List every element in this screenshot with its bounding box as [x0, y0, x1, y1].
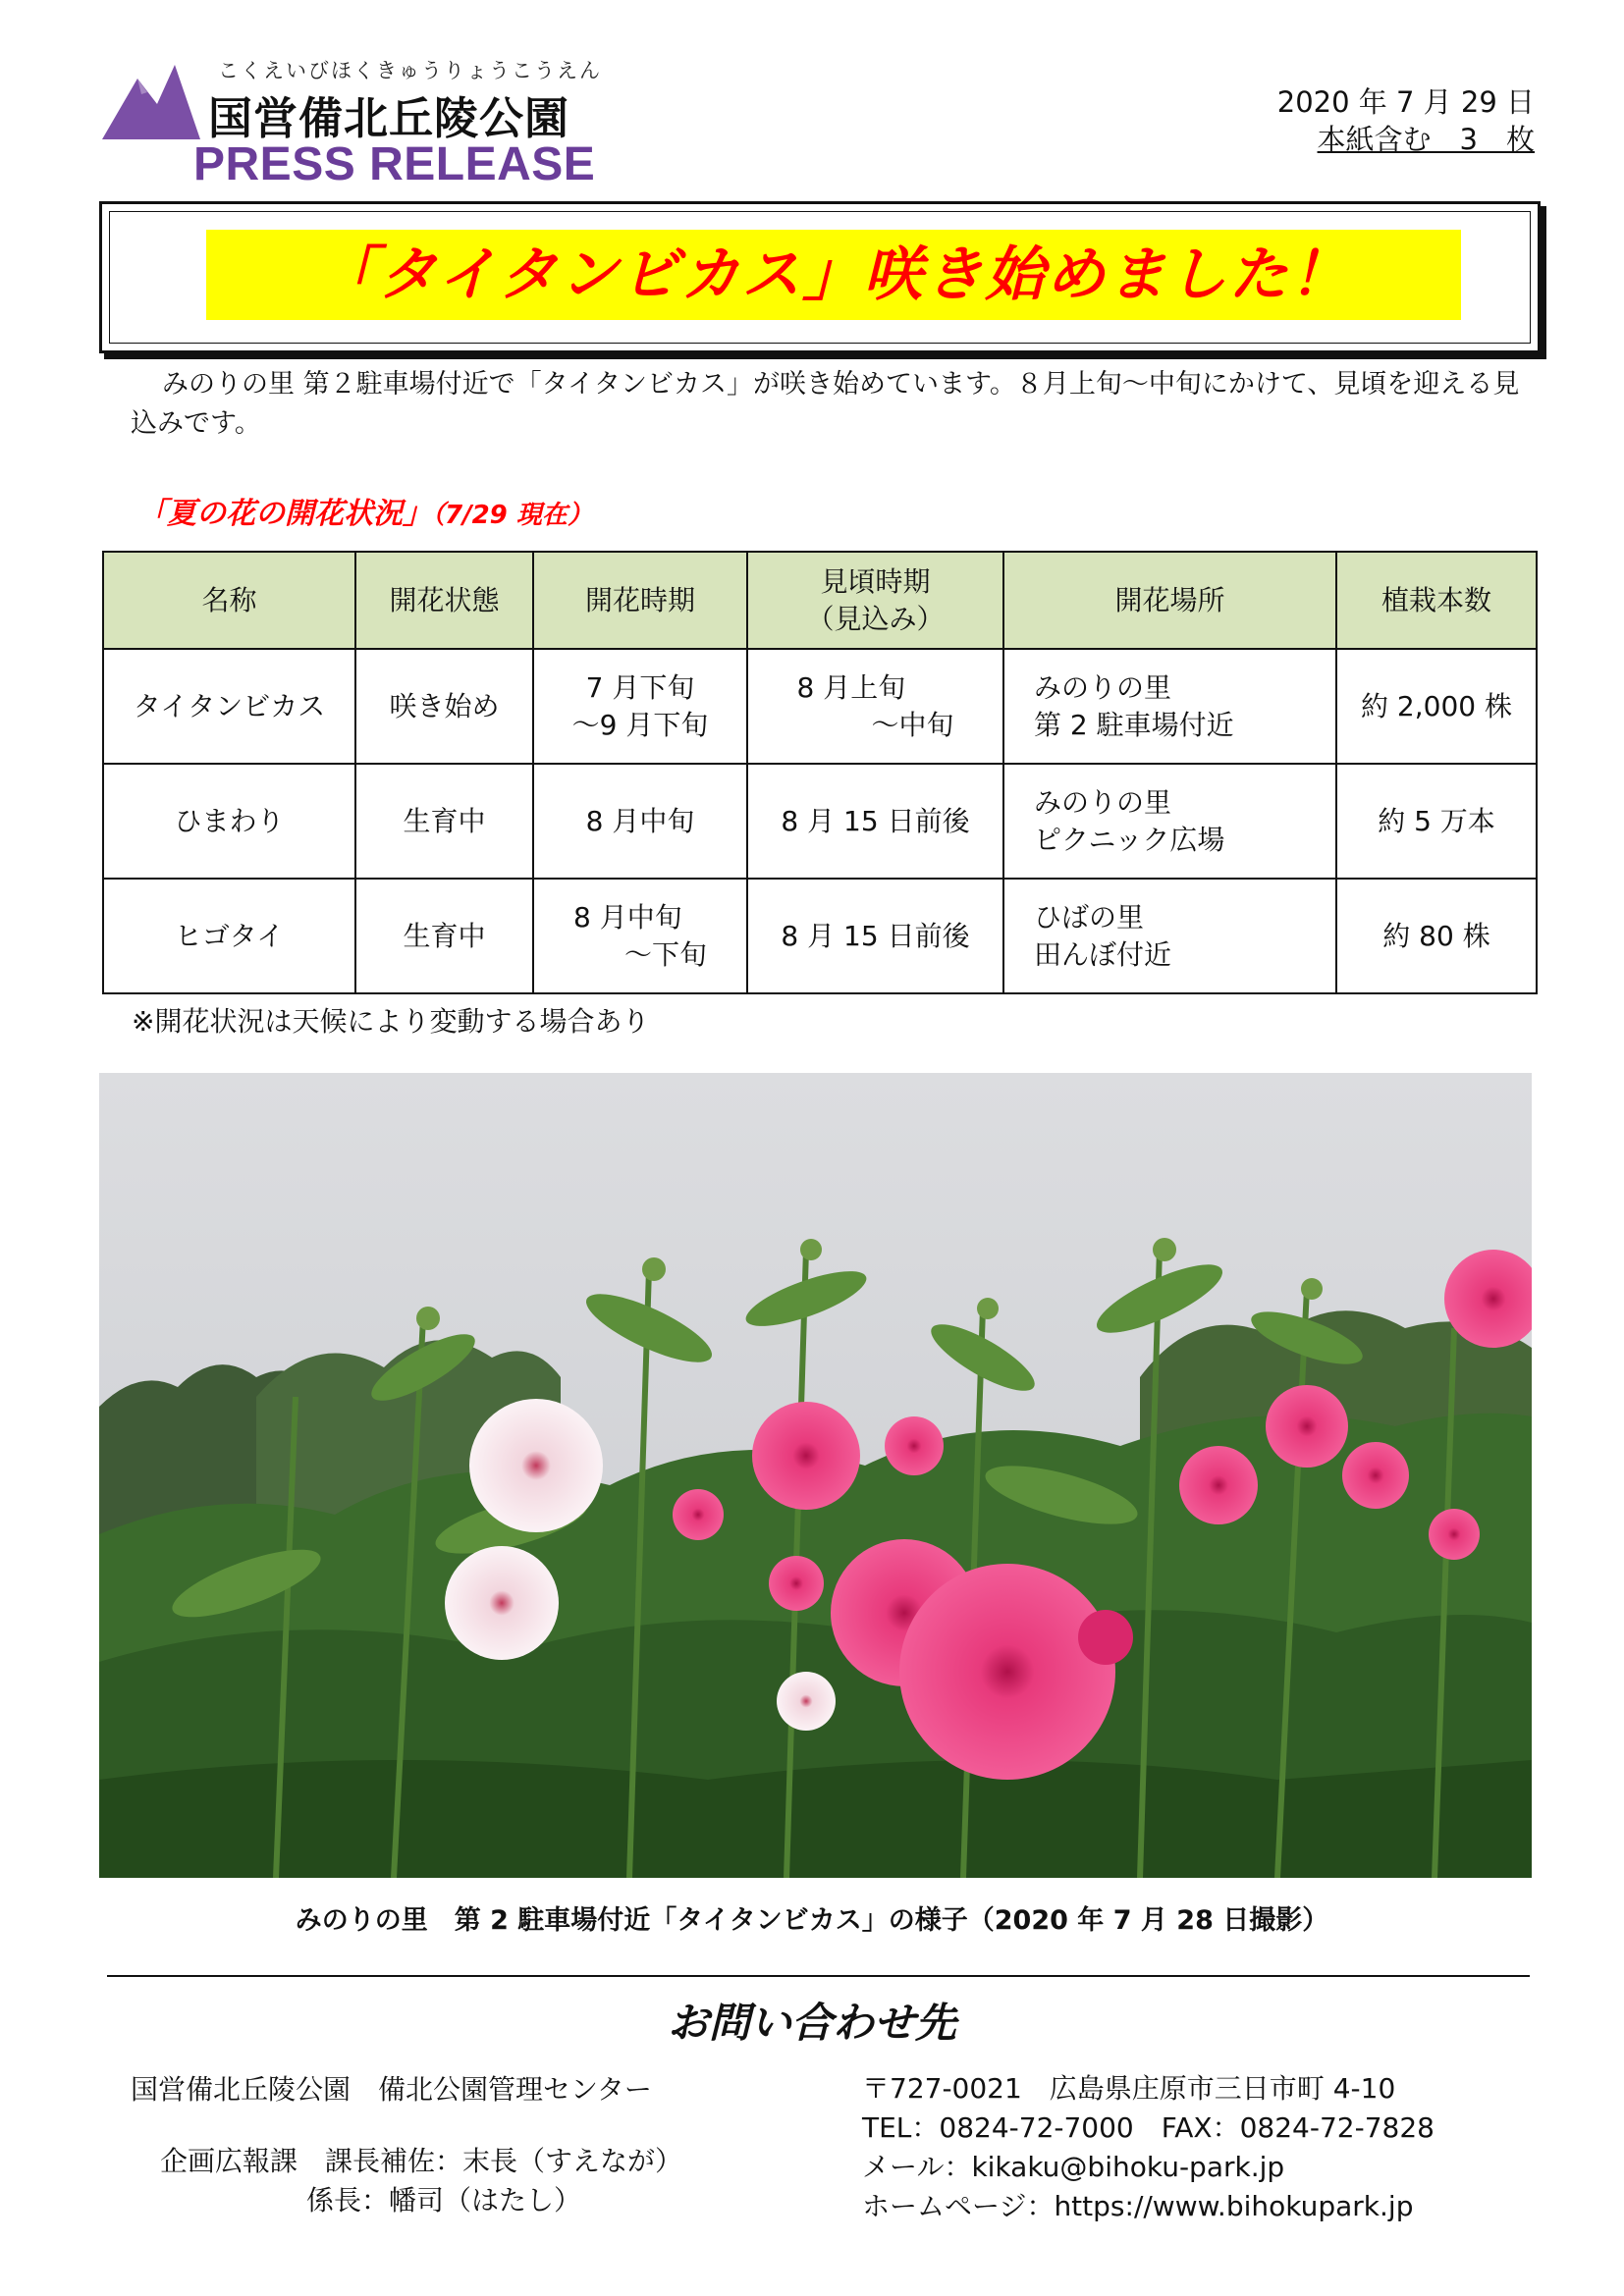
cell-period: 8 月中旬 [533, 764, 747, 879]
logo-name: 国営備北丘陵公園 [208, 92, 570, 144]
cell-period-line2: ～9 月下旬 [571, 708, 709, 741]
cell-name: ヒゴタイ [103, 879, 355, 993]
intro-paragraph [131, 365, 1525, 444]
cell-place-line1: みのりの里 [1034, 785, 1172, 819]
section-date: （7/29 現在） [432, 501, 593, 530]
table-row [103, 764, 1537, 879]
cell-place [1003, 879, 1336, 993]
page-title: 「タイタンビカス」咲き始めました！ [316, 240, 1351, 309]
cell-peak-line1: 8 月上旬 [796, 670, 906, 704]
contact-details [862, 2069, 1435, 2226]
cell-place [1003, 649, 1336, 764]
header-count: 植栽本数 [1336, 552, 1537, 649]
header-place: 開花場所 [1003, 552, 1336, 649]
cell-name: タイタンビカス [103, 649, 355, 764]
page-count: 本紙含む 3 枚 [1317, 123, 1535, 156]
header-peak-line1: 見頃時期 [820, 564, 931, 598]
cell-status: 咲き始め [355, 649, 533, 764]
cell-count: 約 5 万本 [1336, 764, 1537, 879]
header-period: 開花時期 [533, 552, 747, 649]
bloom-status-table [102, 551, 1538, 994]
cell-count: 約 2,000 株 [1336, 649, 1537, 764]
section-title: 「夏の花の開花状況」 [137, 497, 432, 531]
release-date: 2020 年 7 月 29 日 [1276, 85, 1535, 119]
press-release-label: PRESS RELEASE [193, 138, 596, 190]
cell-status: 生育中 [355, 879, 533, 993]
header-status: 開花状態 [355, 552, 533, 649]
contact-email[interactable]: メール：kikaku@bihoku-park.jp [862, 2151, 1285, 2183]
contact-person: 係長：幡司（はたし） [306, 2184, 582, 2216]
table-note: ※開花状況は天候により変動する場合あり [132, 1005, 650, 1038]
cell-period-line2: ～下旬 [623, 937, 707, 971]
divider [107, 1975, 1530, 1977]
cell-count: 約 80 株 [1336, 879, 1537, 993]
contact-address: 〒727-0021 広島県庄原市三日市町 4-10 [862, 2072, 1396, 2105]
contact-department: 企画広報課 課長補佐：末長（すえなが） [160, 2145, 683, 2177]
cell-place-line2: 第 2 駐車場付近 [1034, 708, 1234, 741]
header-peak [747, 552, 1003, 649]
hibiscus-photo [99, 1073, 1532, 1878]
cell-peak: 8 月 15 日前後 [747, 764, 1003, 879]
table-row [103, 879, 1537, 993]
cell-period [533, 649, 747, 764]
table-row [103, 649, 1537, 764]
cell-period-line1: 7 月下旬 [585, 670, 695, 704]
intro-text: みのりの里 第２駐車場付近で「タイタンビカス」が咲き始めています。８月上旬～中旬にかけて、見頃を迎える見込みです。 [131, 369, 1520, 439]
cell-name: ひまわり [103, 764, 355, 879]
cell-period [533, 879, 747, 993]
cell-peak: 8 月 15 日前後 [747, 879, 1003, 993]
cell-place-line2: ピクニック広場 [1034, 823, 1225, 856]
cell-place-line2: 田んぼ付近 [1034, 937, 1172, 971]
cell-period-line1: 8 月中旬 [572, 900, 682, 934]
cell-place-line1: みのりの里 [1034, 670, 1172, 704]
header-name: 名称 [103, 552, 355, 649]
cell-status: 生育中 [355, 764, 533, 879]
cell-place [1003, 764, 1336, 879]
contact-phone: TEL：0824-72-7000 FAX：0824-72-7828 [862, 2111, 1435, 2144]
park-logo-mountain-icon [102, 65, 200, 141]
contact-website[interactable]: ホームページ：https://www.bihokupark.jp [862, 2190, 1414, 2222]
header-peak-line2: （見込み） [806, 602, 945, 635]
logo-reading: こくえいびほくきゅうりょうこうえん [218, 59, 602, 82]
section-heading [137, 489, 593, 532]
cell-place-line1: ひばの里 [1034, 900, 1145, 934]
contact-organization: 国営備北丘陵公園 備北公園管理センター [131, 2073, 652, 2106]
cell-peak [747, 649, 1003, 764]
photo-caption: みのりの里 第 2 駐車場付近「タイタンビカス」の様子（2020 年 7 月 28 日撮影） [295, 1905, 1329, 1936]
cell-peak-line2: ～中旬 [871, 708, 954, 741]
contact-title: お問い合わせ先 [667, 1999, 956, 2047]
table-header-row [103, 552, 1537, 649]
